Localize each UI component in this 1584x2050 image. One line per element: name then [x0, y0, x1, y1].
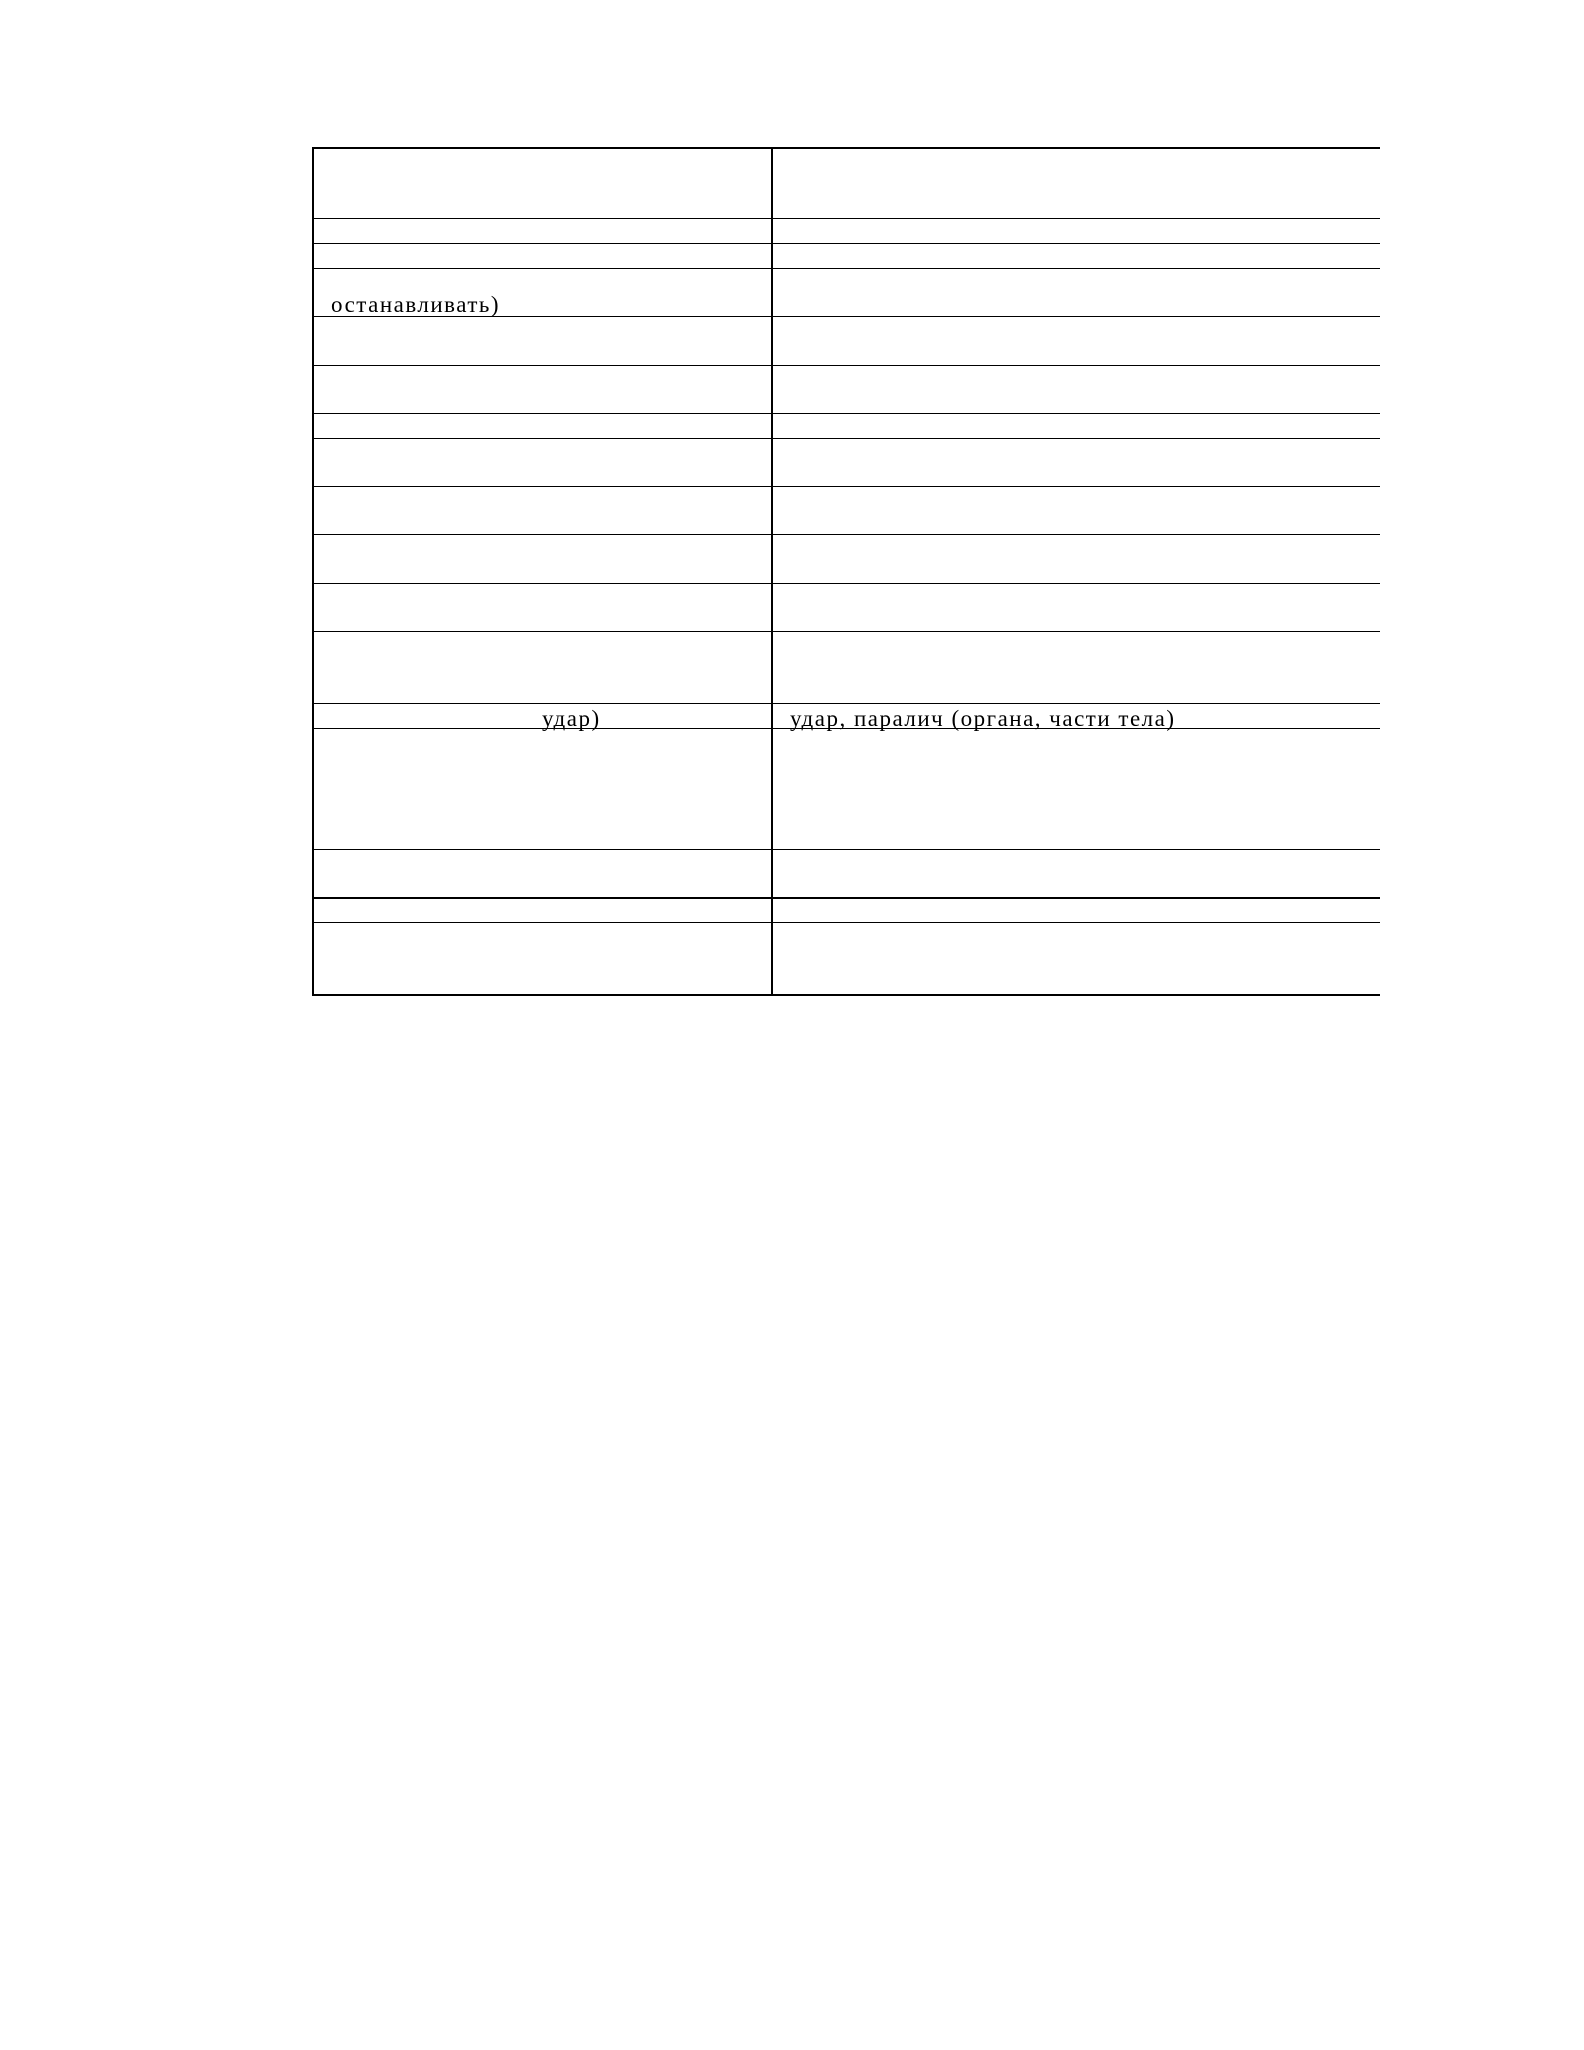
table-row-divider	[312, 849, 1380, 850]
table-row-divider	[312, 365, 1380, 366]
table-row-divider	[312, 583, 1380, 584]
table-row-divider	[312, 268, 1380, 269]
table-left-border	[312, 147, 314, 996]
table-top-border	[312, 147, 1380, 149]
table-row-divider	[312, 922, 1380, 923]
table-row-divider	[312, 897, 1380, 899]
table-row-divider	[312, 631, 1380, 632]
table-cell-right: удар, паралич (органа, части тела)	[790, 706, 1176, 731]
table-column-divider	[771, 147, 773, 996]
table-row-divider	[312, 413, 1380, 414]
table-row-divider	[312, 703, 1380, 704]
table-row-divider	[312, 438, 1380, 439]
document-table	[312, 147, 1380, 996]
table-row-divider	[312, 243, 1380, 244]
table-row-divider	[312, 534, 1380, 535]
table-row-divider	[312, 218, 1380, 219]
table-bottom-border	[312, 994, 1380, 996]
table-row-divider	[312, 486, 1380, 487]
table-cell-left: останавливать)	[331, 292, 501, 317]
table-cell-left: удар)	[542, 706, 601, 731]
